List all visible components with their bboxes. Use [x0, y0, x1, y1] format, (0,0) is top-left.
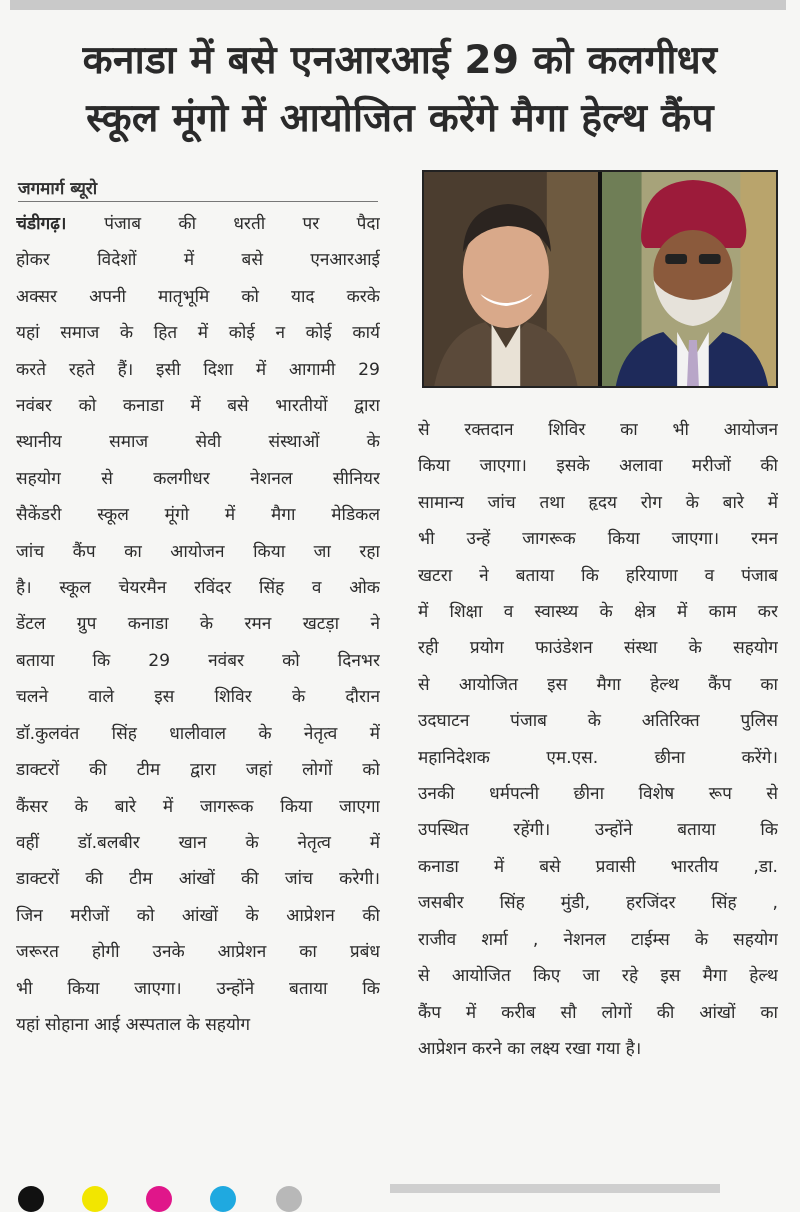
registration-strip — [390, 1184, 720, 1193]
article-line: में शिक्षा व स्वास्थ्य के क्षेत्र में काम कर — [418, 602, 778, 623]
article-line-text: पंजाब की धरती पर पैदा — [104, 214, 380, 234]
article-line — [16, 206, 380, 242]
article-line: सैकेंडरी स्कूल मूंगो में मैगा मेडिकल — [16, 505, 380, 526]
registration-dot — [210, 1186, 236, 1212]
article-line: किया जाएगा। इसके अलावा मरीजों की — [418, 456, 778, 477]
photo-panel — [422, 170, 778, 388]
article-line: भी उन्हें जागरूक किया जाएगा। रमन — [418, 529, 778, 550]
article-line: बताया कि 29 नवंबर को दिनभर — [16, 650, 380, 671]
article-line: से आयोजित इस मैगा हेल्थ कैंप का — [418, 674, 778, 695]
article-line: भी किया जाएगा। उन्होंने बताया कि — [16, 978, 380, 999]
top-rule — [10, 0, 786, 10]
article-line: से आयोजित किए जा रहे इस मैगा हेल्थ — [418, 966, 778, 987]
article-line: रही प्रयोग फाउंडेशन संस्था के सहयोग — [418, 638, 778, 659]
article-line: सामान्य जांच तथा हृदय रोग के बारे में — [418, 492, 778, 513]
article-line: डेंटल ग्रुप कनाडा के रमन खटड़ा ने — [16, 614, 380, 635]
article-line: उदघाटन पंजाब के अतिरिक्त पुलिस — [418, 711, 778, 732]
article-line: वहीं डॉ.बलबीर खान के नेतृत्व में — [16, 832, 380, 853]
article-column-left — [16, 206, 380, 1043]
portrait-photo-left — [424, 172, 598, 386]
registration-dot — [276, 1186, 302, 1212]
article-line: कनाडा में बसे प्रवासी भारतीय ,डा. — [418, 856, 778, 877]
article-line: होकर विदेशों में बसे एनआरआई — [16, 250, 380, 271]
dateline: चंडीगढ़। — [16, 214, 105, 234]
registration-dot — [146, 1186, 172, 1212]
man-portrait-icon — [424, 172, 598, 386]
article-line: डॉ.कुलवंत सिंह धालीवाल के नेतृत्व में — [16, 723, 380, 744]
article-line: डाक्टरों की टीम आंखों की जांच करेगी। — [16, 869, 380, 890]
article-line: कैंप में करीब सौ लोगों की आंखों का — [418, 1002, 778, 1023]
article-line: आप्रेशन करने का लक्ष्य रखा गया है। — [418, 1038, 642, 1059]
article-line: उपस्थित रहेंगी। उन्होंने बताया कि — [418, 820, 778, 841]
registration-color-bar — [0, 1176, 800, 1193]
headline-line-2: स्कूल मूंगो में आयोजित करेंगे मैगा हेल्थ कैंप — [86, 96, 714, 141]
article-line: खटरा ने बताया कि हरियाणा व पंजाब — [418, 565, 778, 586]
article-line: महानिदेशक एम.एस. छीना करेंगे। — [418, 747, 778, 768]
article-line: सहयोग से कलगीधर नेशनल सीनियर — [16, 468, 380, 489]
article-line: से रक्तदान शिविर का भी आयोजन — [418, 420, 778, 440]
byline: जगमार्ग ब्यूरो — [18, 176, 378, 202]
article-line: चलने वाले इस शिविर के दौरान — [16, 687, 380, 708]
article-line: जरूरत होगी उनके आप्रेशन का प्रबंध — [16, 942, 380, 963]
headline — [10, 32, 790, 148]
article-line: यहां सोहाना आई अस्पताल के सहयोग — [16, 1014, 251, 1035]
article-line: स्थानीय समाज सेवी संस्थाओं के — [16, 432, 380, 453]
article-line: कैंसर के बारे में जागरूक किया जाएगा — [16, 796, 380, 817]
article-line: अक्सर अपनी मातृभूमि को याद करके — [16, 286, 380, 307]
man-with-turban-portrait-icon — [602, 172, 776, 386]
registration-dot — [18, 1186, 44, 1212]
article-line: उनकी धर्मपत्नी छीना विशेष रूप से — [418, 784, 778, 805]
article-line: है। स्कूल चेयरमैन रविंदर सिंह व ओक — [16, 578, 380, 599]
registration-dot — [82, 1186, 108, 1212]
headline-line-1: कनाडा में बसे एनआरआई 29 को कलगीधर — [82, 38, 718, 83]
article-line: जसबीर सिंह मुंडी, हरजिंदर सिंह , — [418, 893, 778, 914]
article-column-right — [418, 412, 778, 1067]
portrait-photo-right — [602, 172, 776, 386]
article-line: करते रहते हैं। इसी दिशा में आगामी 29 — [16, 359, 380, 380]
article-line: जिन मरीजों को आंखों के आप्रेशन की — [16, 905, 380, 926]
article-line: जांच कैंप का आयोजन किया जा रहा — [16, 541, 380, 562]
article-line: नवंबर को कनाडा में बसे भारतीयों द्वारा — [16, 396, 380, 417]
article-line: डाक्टरों की टीम द्वारा जहां लोगों को — [16, 760, 380, 781]
article-line: यहां समाज के हित में कोई न कोई कार्य — [16, 323, 380, 344]
article-line: राजीव शर्मा , नेशनल टाईम्स के सहयोग — [418, 929, 778, 950]
